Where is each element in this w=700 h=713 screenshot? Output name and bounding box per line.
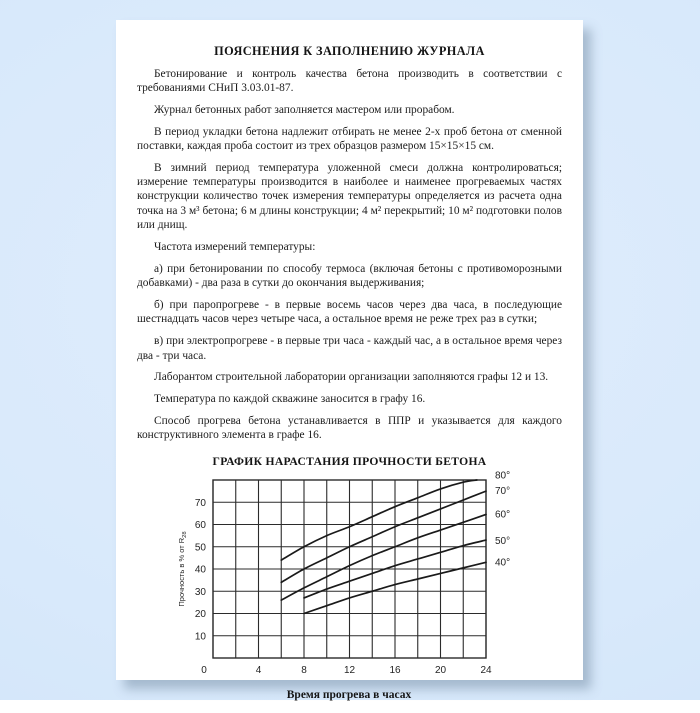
- paragraph: в) при электропрогреве - в первые три часа - каждый час, а в остальное время через два - три часа.: [137, 335, 562, 362]
- curve-temperature-label: 60°: [495, 509, 511, 521]
- y-tick-label: 50: [194, 542, 206, 554]
- x-axis-label: Время прогрева в часах: [286, 688, 412, 701]
- curve-temperature-label: 70°: [495, 485, 511, 497]
- x-tick-label: 12: [343, 664, 356, 676]
- y-tick-label: 40: [194, 564, 206, 576]
- paragraph: б) при паропрогреве - в первые восемь часов через два часа, в последующие шестнадцать часов через четыре часа, а остальное время не реже трех раз в сутки;: [137, 299, 562, 326]
- strength-curve: [281, 480, 477, 560]
- paragraph: В зимний период температура уложенной смеси должна контролироваться; измерение температуры производится в наиболее и наименее прогреваемых частях конструкции количество точек измерения температуры определяется из расчета одна точка на 3 м³ бетона; 6 м длины конструкции; 4 м² перекрытий; 10 м² подготовки полов или днищ.: [137, 161, 562, 232]
- curve-temperature-label: 80°: [495, 470, 511, 482]
- document-page: [116, 20, 583, 701]
- paragraph: В период укладки бетона надлежит отбирать не менее 2-х проб бетона от сменной поставки, каждая проба состоит из трех образцов размером 15×15×15 см.: [137, 125, 562, 152]
- y-tick-label: 70: [194, 497, 206, 509]
- strength-chart-svg: [173, 470, 553, 708]
- x-tick-label: 4: [255, 664, 262, 676]
- curve-temperature-label: 50°: [495, 535, 511, 547]
- paragraph: Бетонирование и контроль качества бетона производить в соответствии с требованиями СНиП 3.03.01-87.: [137, 67, 562, 94]
- curve-temperature-label: 40°: [495, 557, 511, 569]
- paragraph: Журнал бетонных работ заполняется мастером или прорабом.: [154, 103, 455, 116]
- x-tick-label: 16: [389, 664, 401, 676]
- y-tick-label: 60: [194, 519, 206, 531]
- paragraph: Лаборантом строительной лаборатории организации заполняются графы 12 и 13.: [154, 371, 549, 384]
- paragraph: а) при бетонировании по способу термоса (включая бетоны с противоморозными добавками) - два раза в сутки до окончания выдерживания;: [137, 262, 562, 290]
- y-tick-label: 30: [194, 586, 206, 598]
- paragraph: Частота измерений температуры:: [154, 240, 316, 253]
- y-tick-label: 20: [194, 608, 206, 620]
- y-tick-label: 10: [194, 631, 206, 643]
- paragraph: Температура по каждой скважине заносится в графу 16.: [154, 393, 426, 406]
- document-content: [116, 20, 583, 713]
- x-tick-label: 8: [301, 664, 307, 676]
- document-title: ПОЯСНЕНИЯ К ЗАПОЛНЕНИЮ ЖУРНАЛА: [214, 44, 485, 58]
- y-axis-label: Прочность в % от $R_{28}$: [177, 531, 188, 607]
- x-tick-label: 24: [480, 664, 492, 676]
- paragraph: Способ прогрева бетона устанавливается в ППР и указывается для каждого конструктивного элемента в графе 16.: [137, 415, 562, 442]
- x-tick-label: 0: [201, 664, 207, 676]
- x-tick-label: 20: [434, 664, 447, 676]
- strength-growth-chart: [173, 470, 553, 713]
- chart-title: ГРАФИК НАРАСТАНИЯ ПРОЧНОСТИ БЕТОНА: [212, 454, 487, 468]
